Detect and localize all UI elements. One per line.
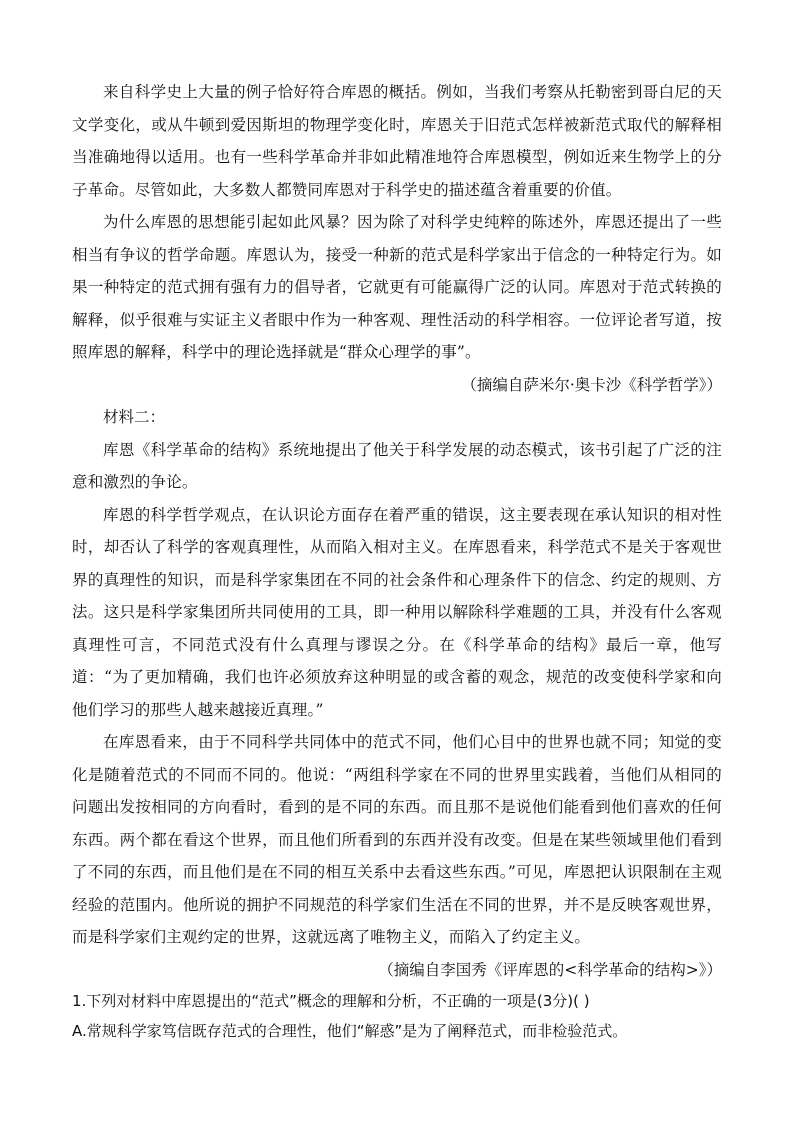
- question-1-option-a: A.常规科学家笃信既存范式的合理性，他们“解惑”是为了阐释范式，而非检验范式。: [72, 1022, 628, 1040]
- material2-source: （摘编自李国秀《评库恩的<科学革命的结构>》）: [378, 960, 722, 979]
- question-1-stem: 1.下列对材料中库恩提出的“范式”概念的理解和分析，不正确的一项是(3分)( ): [72, 992, 590, 1010]
- material1-paragraph-2: 为什么库恩的思想能引起如此风暴？因为除了对科学史纯粹的陈述外，库恩还提出了一些相当有争议的哲学命题。库恩认为，接受一种新的范式是科学家出于信念的一种特定行为。如果一种特定的范式拥有强有力的倡导者，它就更有可能赢得广泛的认同。库恩对于范式转换的解释，似乎很难与实证主义者眼中作为一种客观、理性活动的科学相容。一位评论者写道，按照库恩的解释，科学中的理论选择就是“群众心理学的事”。: [72, 213, 722, 361]
- material2-paragraph-1: 库恩《科学革命的结构》系统地提出了他关于科学发展的动态模式，该书引起了广泛的注意和激烈的争论。: [72, 440, 722, 491]
- material2-paragraph-3: 在库恩看来，由于不同科学共同体中的范式不同，他们心目中的世界也就不同；知觉的变化是随着范式的不同而不同的。他说：“两组科学家在不同的世界里实践着，当他们从相同的问题出发按相同的方向看时，看到的是不同的东西。而且那不是说他们能看到他们喜欢的任何东西。两个都在看这个世界，而且他们所看到的东西并没有改变。但是在某些领域里他们看到了不同的东西，而且他们是在不同的相互关系中去看这些东西。”可见，库恩把认识限制在主观经验的范围内。他所说的拥护不同规范的科学家们生活在不同的世界，并不是反映客观世界，而是科学家们主观约定的世界，这就远离了唯物主义，而陷入了约定主义。: [72, 733, 722, 946]
- material1-paragraph-1: 来自科学史上大量的例子恰好符合库恩的概括。例如，当我们考察从托勒密到哥白尼的天文学变化，或从牛顿到爱因斯坦的物理学变化时，库恩关于旧范式怎样被新范式取代的解释相当准确地得以适用。也有一些科学革命并非如此精准地符合库恩模型，例如近来生物学上的分子革命。尽管如此，大多数人都赞同库恩对于科学史的描述蕴含着重要的价值。: [72, 83, 722, 199]
- material1-source: （摘编自萨米尔·奥卡沙《科学哲学》）: [461, 375, 722, 394]
- document-page: [72, 76, 722, 1046]
- material2-heading: 材料二：: [103, 408, 166, 426]
- material2-paragraph-2: 库恩的科学哲学观点，在认识论方面存在着严重的错误，这主要表现在承认知识的相对性时，却否认了科学的客观真理性，从而陷入相对主义。在库恩看来，科学范式不是关于客观世界的真理性的知识，而是科学家集团在不同的社会条件和心理条件下的信念、约定的规则、方法。这只是科学家集团所共同使用的工具，即一种用以解除科学难题的工具，并没有什么客观真理性可言，不同范式没有什么真理与谬误之分。在《科学革命的结构》最后一章，他写道：“为了更加精确，我们也许必须放弃这种明显的或含蓄的观念，规范的改变使科学家和向他们学习的那些人越来越接近真理。”: [72, 505, 722, 719]
